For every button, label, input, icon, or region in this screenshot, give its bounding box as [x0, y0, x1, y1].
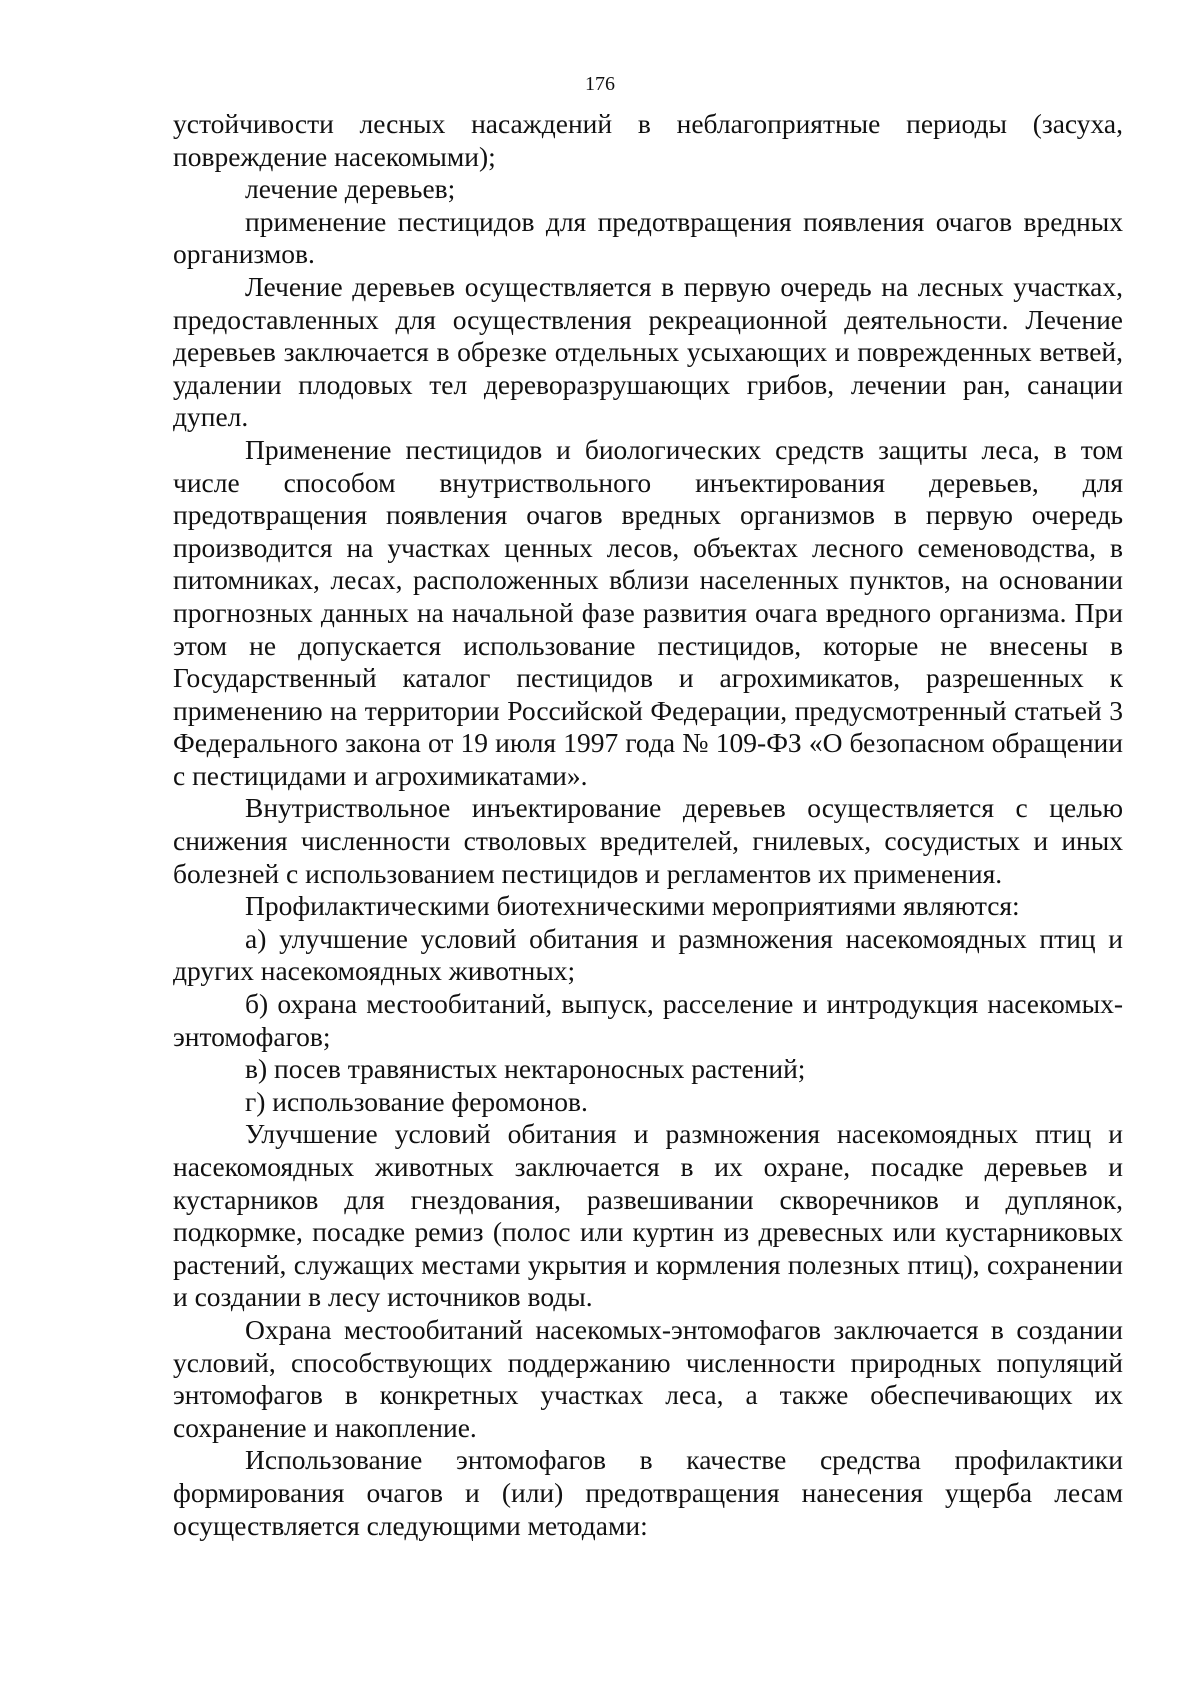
paragraph: устойчивости лесных насаждений в неблагоприятные периоды (засуха, повреждение насекомыми);: [173, 108, 1123, 172]
paragraph: Охрана местообитаний насекомых-энтомофагов заключается в создании условий, способствующих поддержанию численности природных популяций энтомофагов в конкретных участках леса, а также обеспечивающих их сохранение и накопление.: [173, 1313, 1123, 1443]
list-item: а) улучшение условий обитания и размножения насекомоядных птиц и других насекомоядных животных;: [173, 922, 1123, 987]
paragraph: Применение пестицидов и биологических средств защиты леса, в том числе способом внутриствольного инъектирования деревьев, для предотвращения появления очагов вредных организмов в первую очередь производится на участках ценных лесов, объектах лесного семеноводства, в питомниках, лесах, расположенных вблизи населенных пунктов, на основании прогнозных данных на начальной фазе развития очага вредного организма. При этом не допускается использование пестицидов, которые не внесены в Государственный каталог пестицидов и агрохимикатов, разрешенных к применению на территории Российской Федерации, предусмотренный статьей 3 Федерального закона от 19 июля 1997 года № 109-ФЗ «О безопасном обращении с пестицидами и агрохимикатами».: [173, 433, 1123, 791]
paragraph: Использование энтомофагов в качестве средства профилактики формирования очагов и (или) предотвращения нанесения ущерба лесам осуществляется следующими методами:: [173, 1444, 1123, 1541]
list-item: в) посев травянистых нектароносных растений;: [245, 1053, 806, 1085]
paragraph: лечение деревьев;: [245, 173, 456, 205]
list-item: б) охрана местообитаний, выпуск, расселение и интродукция насекомых-энтомофагов;: [173, 988, 1123, 1052]
list-item: г) использование феромонов.: [245, 1085, 588, 1117]
document-body: [173, 108, 1123, 1542]
paragraph: применение пестицидов для предотвращения появления очагов вредных организмов.: [173, 205, 1123, 270]
paragraph: Внутриствольное инъектирование деревьев осуществляется с целью снижения численности стволовых вредителей, гнилевых, сосудистых и иных болезней с использованием пестицидов и регламентов их применения.: [173, 792, 1123, 889]
paragraph: Улучшение условий обитания и размножения насекомоядных птиц и насекомоядных животных заключается в их охране, посадке деревьев и кустарников для гнездования, развешивании скворечников и дуплянок, подкормке, посадке ремиз (полос или куртин из древесных или кустарниковых растений, служащих местами укрытия и кормления полезных птиц), сохранении и создании в лесу источников воды.: [173, 1118, 1123, 1313]
page-number: 176: [585, 73, 615, 95]
paragraph: Профилактическими биотехническими мероприятиями являются:: [245, 890, 1020, 922]
paragraph: Лечение деревьев осуществляется в первую очередь на лесных участках, предоставленных для осуществления рекреационной деятельности. Лечение деревьев заключается в обрезке отдельных усыхающих и поврежденных ветвей, удалении плодовых тел дереворазрушающих грибов, лечении ран, санации дупел.: [173, 270, 1123, 433]
